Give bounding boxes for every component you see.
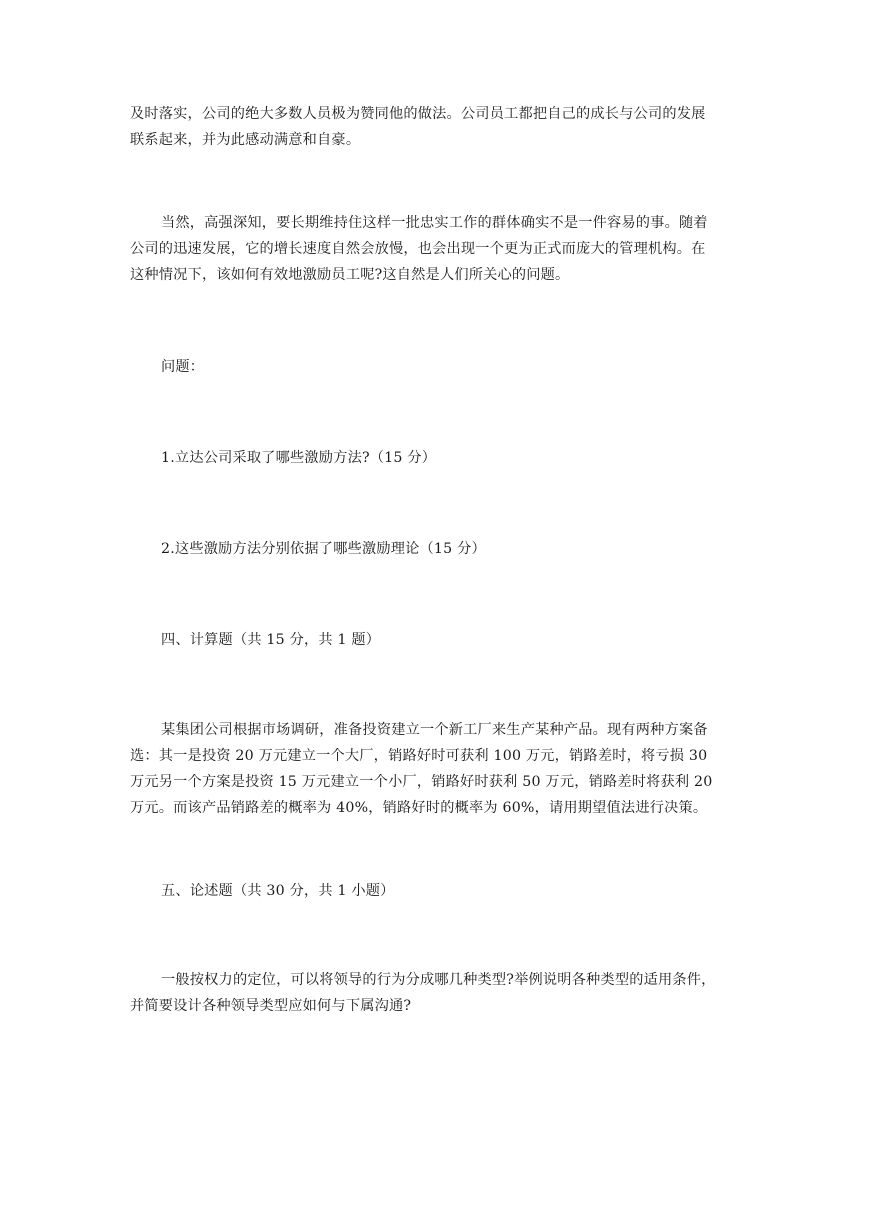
- paragraph-essay-question: [130, 967, 740, 1019]
- paragraph-calculation-problem: [130, 717, 740, 821]
- text-line: 1.立达公司采取了哪些激励方法?（15 分）: [161, 450, 437, 466]
- section-heading-essay: [130, 878, 740, 904]
- text-line: 选：其一是投资 20 万元建立一个大厂，销路好时可获利 100 万元，销路差时，将亏损 30: [130, 748, 708, 764]
- text-line: 及时落实，公司的绝大多数人员极为赞同他的做法。公司员工都把自己的成长与公司的发展: [130, 106, 706, 122]
- text-line: 万元另一个方案是投资 15 万元建立一个小厂，销路好时获利 50 万元，销路差时将获利 20: [130, 774, 713, 790]
- questions-heading: [130, 354, 740, 380]
- text-line: 联系起来，并为此感动满意和自豪。: [130, 132, 361, 148]
- question-1: [130, 445, 740, 471]
- text-line: 某集团公司根据市场调研，准备投资建立一个新工厂来生产某种产品。现有两种方案备: [161, 722, 708, 738]
- text-line: 并简要设计各种领导类型应如何与下属沟通?: [130, 998, 412, 1014]
- text-line: 问题：: [161, 359, 205, 375]
- text-line: 五、论述题（共 30 分，共 1 小题）: [161, 883, 395, 899]
- paragraph-growth-concern: [130, 210, 740, 288]
- text-line: 2.这些激励方法分别依据了哪些激励理论（15 分）: [161, 541, 486, 557]
- text-line: 四、计算题（共 15 分，共 1 题）: [161, 632, 381, 648]
- text-line: 当然，高强深知，要长期维持住这样一批忠实工作的群体确实不是一件容易的事。随着: [161, 215, 708, 231]
- section-heading-calculation: [130, 627, 740, 653]
- text-line: 万元。而该产品销路差的概率为 40%，销路好时的概率为 60%，请用期望值法进行决策。: [130, 800, 708, 816]
- text-line: 公司的迅速发展，它的增长速度自然会放慢，也会出现一个更为正式而庞大的管理机构。在: [130, 241, 706, 257]
- text-line: 一般按权力的定位，可以将领导的行为分成哪几种类型?举例说明各种类型的适用条件，: [161, 972, 716, 988]
- text-line: 这种情况下，该如何有效地激励员工呢?这自然是人们所关心的问题。: [130, 267, 570, 283]
- paragraph-continuation: [130, 101, 740, 153]
- question-2: [130, 536, 740, 562]
